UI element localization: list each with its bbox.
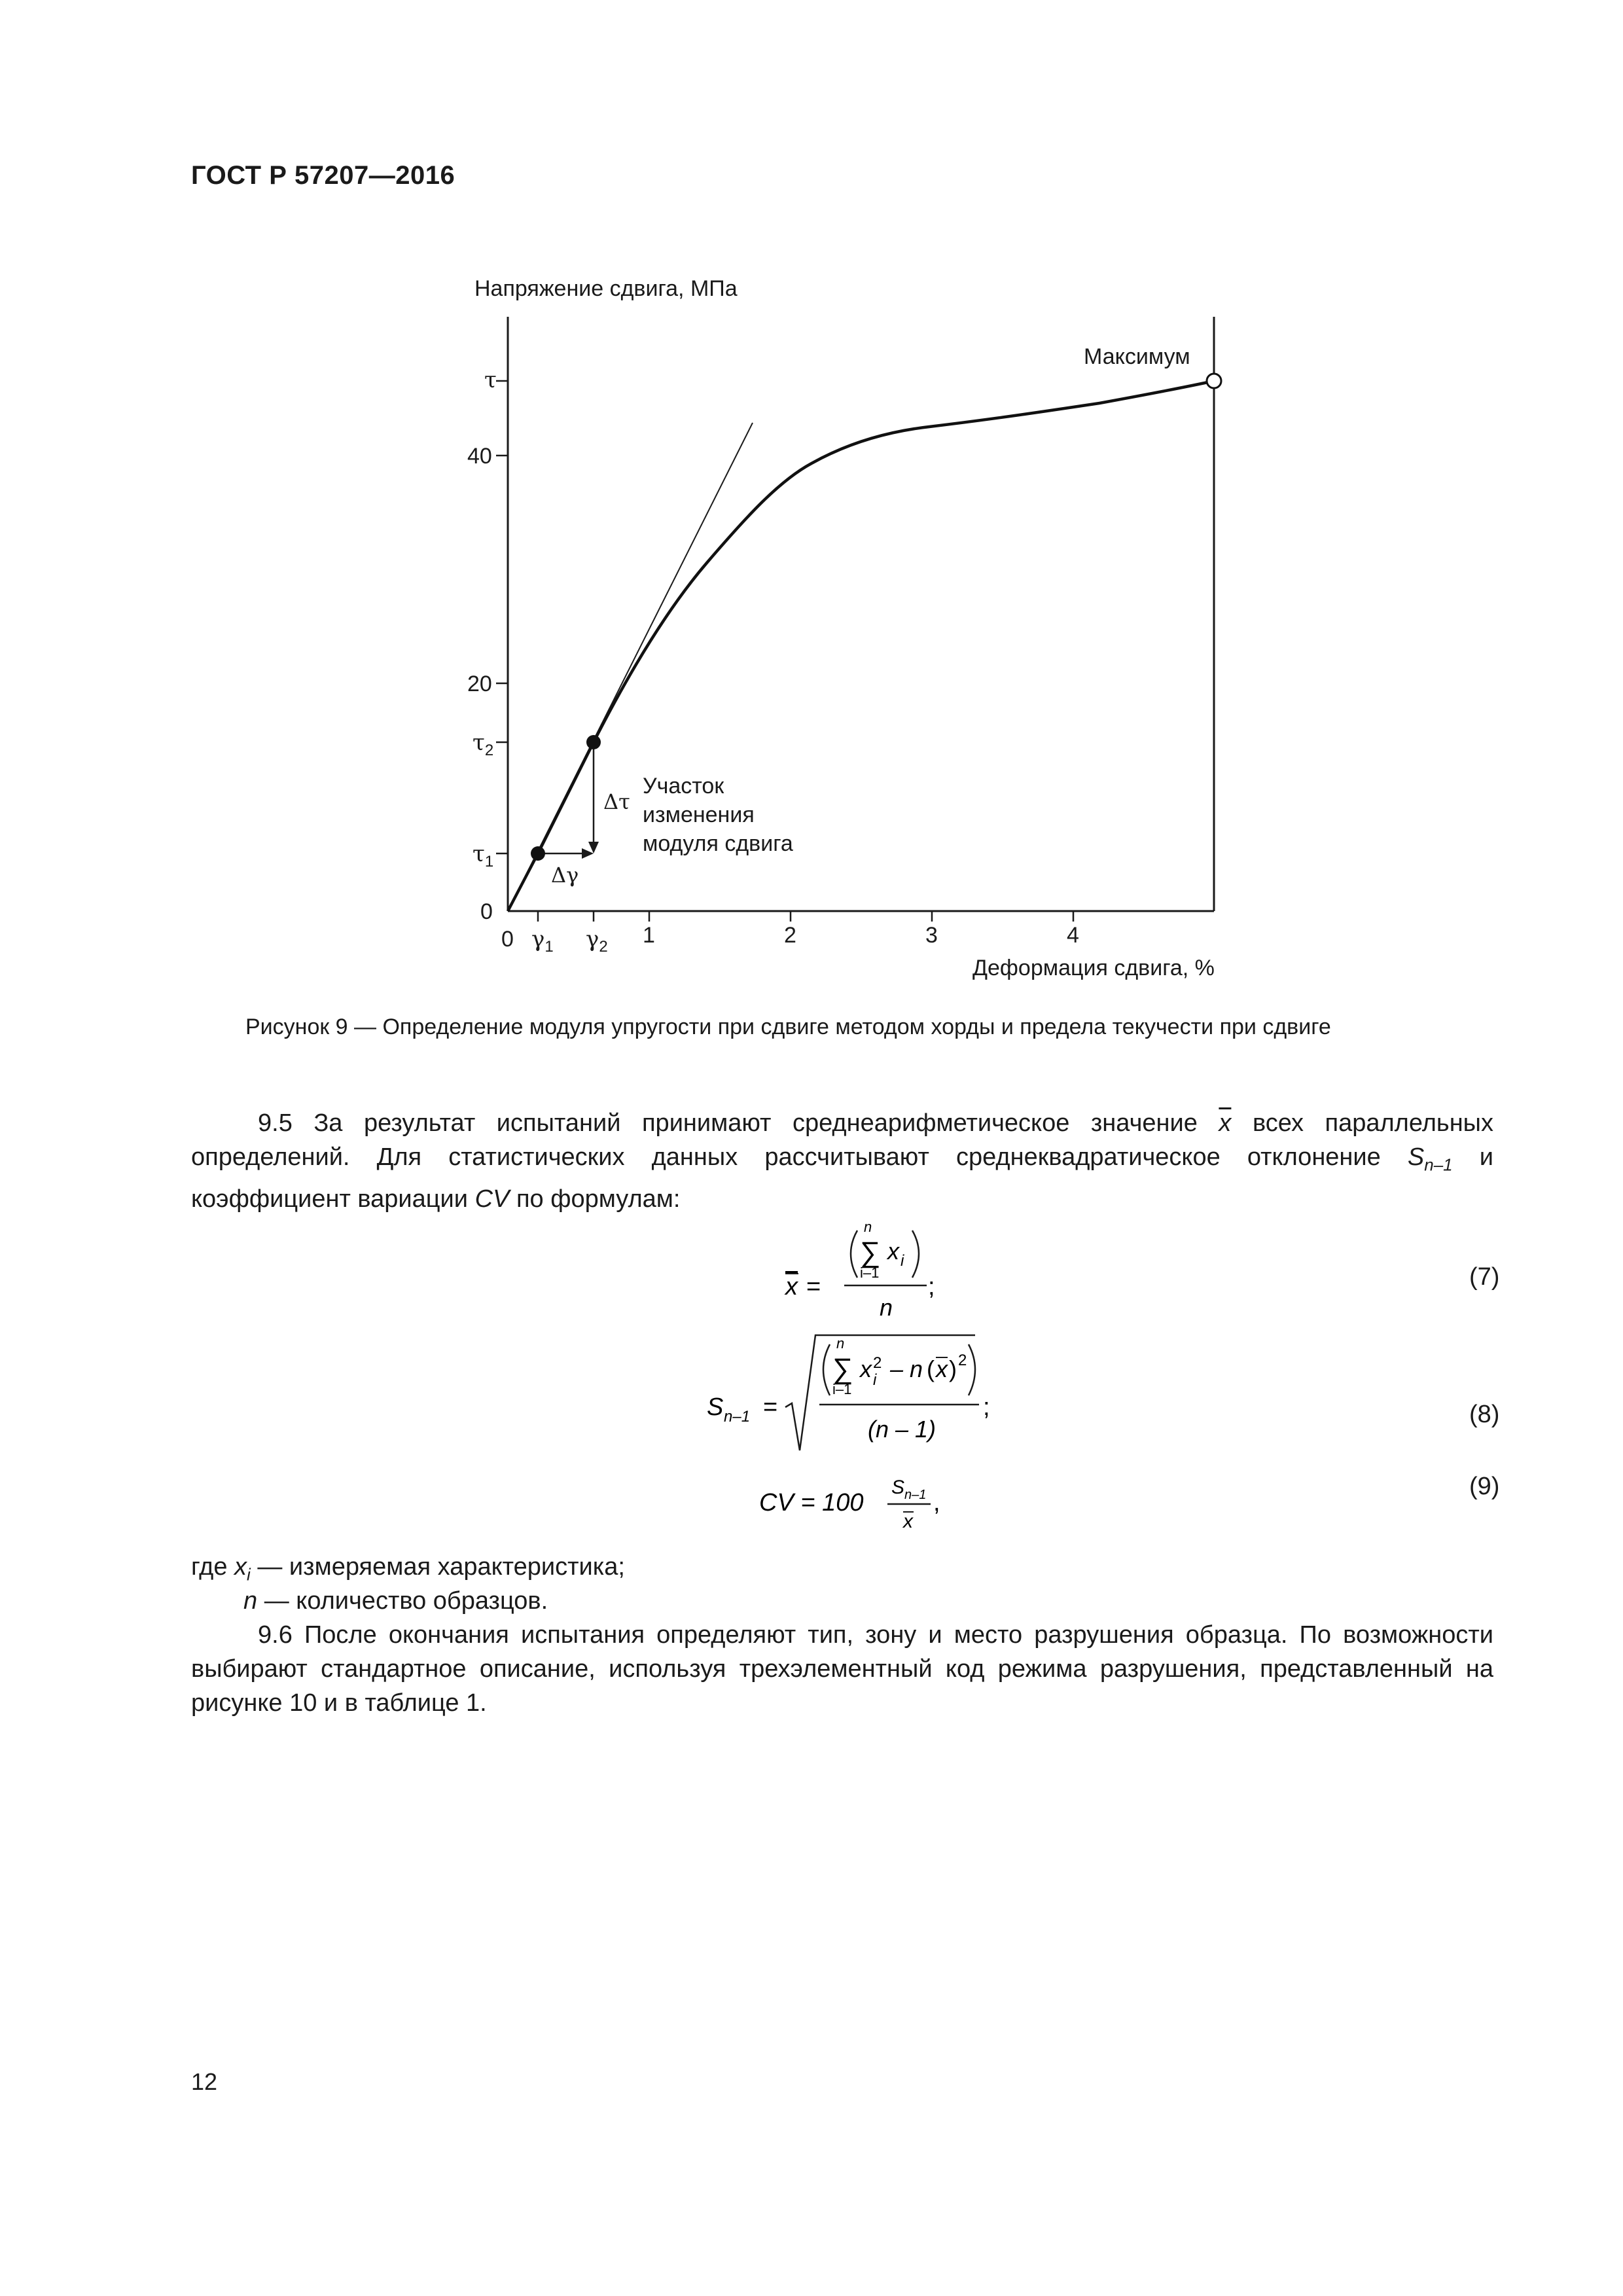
annotation-region-line1: Участок: [643, 774, 724, 798]
eq8-s-sub: n–1: [724, 1408, 751, 1426]
x-tick-label-gamma2: $\gamma_2$: [586, 926, 608, 956]
annotation-region-line2: изменения: [643, 802, 755, 827]
y-ticks: [467, 367, 508, 924]
y-tick-label-0: 0: [480, 899, 493, 924]
eq8-paren-right: [969, 1344, 975, 1395]
section-9-5-text-d: по формулам:: [516, 1185, 681, 1213]
eq8-sigma: ∑: [832, 1353, 853, 1385]
section-9-5-text-b: всех параллельных определений. Для статистических данных рассчитывают среднеквадратическое отклонение: [191, 1109, 1493, 1171]
x-tick-label-gamma1: $\gamma_1$: [531, 926, 554, 956]
section-9-5-xbar: $\overline{x}$: [1219, 1109, 1232, 1137]
eq8-xi-sub: i: [873, 1371, 877, 1389]
point-gamma1-tau1: [531, 846, 545, 861]
eq9-num-s: S: [891, 1477, 905, 1498]
where-xi-sub: i: [247, 1564, 251, 1585]
section-9-6-text: После окончания испытания определяют тип, зону и место разрушения образца. По возможности выбирают стандартное описание, используя трехэлементный код режима разрушения, представленный на рисунке 10 и в таблице 1.: [191, 1621, 1494, 1717]
x-ticks: [501, 911, 1079, 956]
formula-8: [700, 1322, 995, 1460]
page-number: 12: [191, 2068, 218, 2095]
section-9-6: [191, 1618, 1493, 1720]
point-maximum: [1207, 374, 1221, 388]
y-tick-label-20: 20: [467, 672, 492, 696]
section-9-5-text-c: и коэффициент вариации: [191, 1143, 1494, 1213]
eq9-number: (9): [1469, 1473, 1500, 1500]
where-xi-desc: — измеряемая характеристика;: [257, 1553, 625, 1581]
eq8-paren-x-close: ): [949, 1355, 957, 1382]
eq8-paren-left: [823, 1344, 830, 1395]
eq7-semicolon: ;: [928, 1273, 935, 1300]
where-n-desc: — количество образцов.: [264, 1587, 548, 1615]
annotation-maximum: Максимум: [1084, 344, 1190, 369]
eq8-sum-top: n: [836, 1335, 845, 1352]
eq7-sum-top: n: [864, 1219, 872, 1235]
section-9-5-number: 9.5: [258, 1109, 293, 1137]
section-9-5-cv: CV: [474, 1185, 510, 1213]
figure-caption: Рисунок 9 — Определение модуля упругости при сдвиге методом хорды и предела текучести при сдвиге: [245, 1014, 1331, 1039]
where-n: n: [243, 1587, 258, 1615]
eq8-minus-n: – n: [890, 1355, 923, 1382]
eq8-s: S: [707, 1393, 724, 1421]
formula-9: [753, 1463, 962, 1542]
eq8-equals: =: [763, 1393, 778, 1421]
section-9-6-number: 9.6: [258, 1621, 293, 1649]
eq8-xi: x: [860, 1355, 872, 1382]
document-code: ГОСТ Р 57207—2016: [191, 161, 455, 190]
where-word: где: [191, 1553, 228, 1581]
delta-gamma-arrowhead: [582, 848, 594, 859]
y-tick-label-tau1: $\tau_1$: [473, 841, 494, 870]
eq7-xbar: x: [785, 1273, 798, 1300]
eq8-square: 2: [958, 1352, 967, 1369]
delta-tau-label: Δτ: [603, 789, 630, 814]
eq8-number: (8): [1469, 1401, 1500, 1428]
x-tick-label-0: 0: [501, 927, 514, 952]
section-9-5-s-sub: n–1: [1424, 1155, 1453, 1175]
eq7-number: (7): [1469, 1263, 1500, 1291]
section-9-5-s: S: [1407, 1143, 1425, 1171]
section-9-5-text-a: За результат испытаний принимают среднеарифметическое значение: [313, 1109, 1198, 1137]
x-tick-label-1: 1: [643, 923, 655, 948]
where-xi: x: [234, 1553, 247, 1581]
eq8-xbar: x: [936, 1355, 948, 1382]
eq9-den-xbar: x: [903, 1511, 913, 1532]
eq8-sum-bottom: i–1: [832, 1381, 852, 1397]
y-axis-label: Напряжение сдвига, МПа: [474, 276, 738, 301]
y-tick-label-40: 40: [467, 444, 492, 469]
eq9-lhs: CV = 100: [759, 1489, 864, 1516]
x-tick-label-2: 2: [784, 923, 796, 948]
where-n-line: [243, 1584, 1487, 1618]
x-tick-label-3: 3: [925, 923, 938, 948]
delta-gamma-label: Δγ: [551, 863, 579, 888]
eq7-sigma: ∑: [860, 1236, 881, 1268]
eq7-denominator: n: [880, 1294, 893, 1321]
eq9-num-sub: n–1: [904, 1488, 927, 1502]
eq7-xi: x: [887, 1238, 899, 1265]
delta-tau-arrowhead: [588, 842, 599, 853]
eq8-semicolon: ;: [983, 1393, 990, 1421]
eq7-sum-bottom: i–1: [860, 1265, 880, 1281]
eq8-paren-x-open: (: [927, 1355, 935, 1382]
eq8-denominator: (n – 1): [868, 1416, 936, 1443]
annotation-region-line3: модуля сдвига: [643, 831, 793, 856]
y-tick-label-tau2: $\tau_2$: [473, 730, 494, 759]
x-axis-label: Деформация сдвига, %: [972, 956, 1215, 980]
stress-strain-curve: [508, 381, 1214, 911]
section-9-5: [191, 1106, 1493, 1216]
point-gamma2-tau2: [586, 735, 601, 749]
x-tick-label-4: 4: [1067, 923, 1079, 948]
eq7-equals: =: [806, 1273, 821, 1300]
eq9-comma: ,: [933, 1489, 940, 1516]
eq7-xi-sub: i: [901, 1252, 904, 1270]
formula-7: [772, 1217, 942, 1335]
eq7-paren-right: [912, 1230, 919, 1278]
shear-stress-strain-chart: [0, 0, 1623, 1021]
eq7-paren-left: [851, 1230, 857, 1278]
y-tick-label-tau: τ: [484, 367, 497, 393]
eq8-xi-sup: 2: [873, 1354, 882, 1372]
